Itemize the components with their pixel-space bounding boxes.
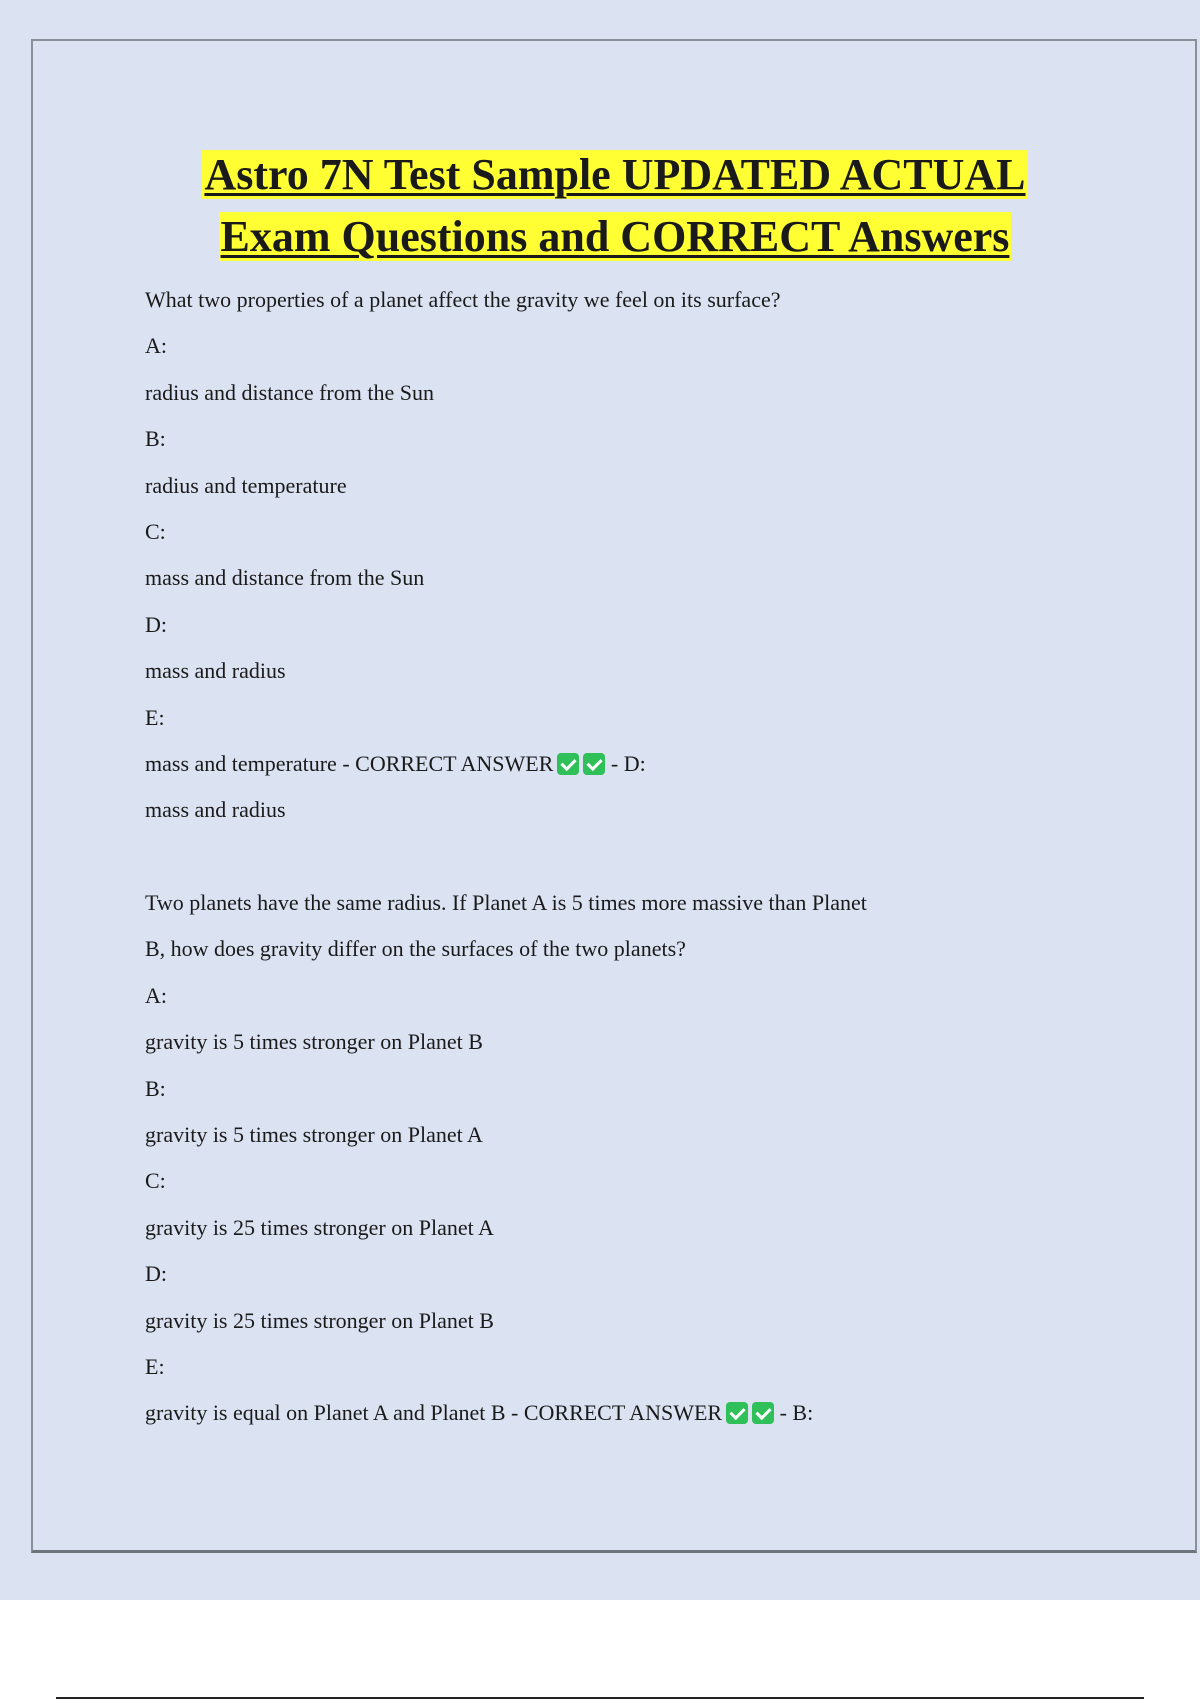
document-title bbox=[60, 144, 1170, 268]
question-block-1 bbox=[145, 277, 1105, 834]
title-line-2: Exam Questions and CORRECT Answers bbox=[220, 212, 1010, 261]
option-text-c: mass and distance from the Sun bbox=[145, 565, 425, 591]
bottom-divider bbox=[56, 1697, 1144, 1699]
question-text: What two properties of a planet affect the gravity we feel on its surface? bbox=[145, 287, 781, 312]
option-text-b: gravity is 5 times stronger on Planet A bbox=[145, 1122, 483, 1148]
option-letter-e: E: bbox=[145, 704, 165, 730]
spacer bbox=[145, 834, 1105, 880]
option-text-d: mass and radius bbox=[145, 658, 286, 684]
option-letter-d: D: bbox=[145, 1261, 167, 1287]
question-text-line-2: B, how does gravity differ on the surfaces of the two planets? bbox=[145, 936, 686, 962]
option-text-d: gravity is 25 times stronger on Planet B bbox=[145, 1307, 494, 1333]
option-letter-c: C: bbox=[145, 1168, 166, 1194]
option-text-a: gravity is 5 times stronger on Planet B bbox=[145, 1029, 483, 1055]
question-block-2 bbox=[145, 880, 1105, 1437]
option-letter-a: A: bbox=[145, 982, 167, 1008]
option-text-c: gravity is 25 times stronger on Planet A bbox=[145, 1214, 494, 1240]
option-text-e: mass and temperature - CORRECT ANSWER bbox=[145, 750, 554, 776]
option-text-e: gravity is equal on Planet A and Planet B - CORRECT ANSWER bbox=[145, 1400, 723, 1426]
option-letter-b: B: bbox=[145, 1075, 166, 1101]
option-text-b: radius and temperature bbox=[145, 472, 347, 498]
question-text-line-1: Two planets have the same radius. If Planet A is 5 times more massive than Planet bbox=[145, 890, 867, 916]
option-letter-d: D: bbox=[145, 611, 167, 637]
option-text-a: radius and distance from the Sun bbox=[145, 379, 434, 405]
option-letter-e: E: bbox=[145, 1353, 165, 1379]
title-line-1: Astro 7N Test Sample UPDATED ACTUAL bbox=[204, 150, 1026, 199]
option-letter-b: B: bbox=[145, 426, 166, 452]
correct-answer-line bbox=[145, 741, 1105, 787]
correct-answer-line bbox=[145, 1390, 1105, 1436]
option-letter-a: A: bbox=[145, 333, 167, 359]
answer-suffix: - B: bbox=[779, 1400, 814, 1426]
check-box-icon bbox=[752, 1402, 774, 1424]
document-body bbox=[145, 277, 1105, 1437]
check-box-icon bbox=[726, 1402, 748, 1424]
option-letter-c: C: bbox=[145, 518, 166, 544]
check-box-icon bbox=[557, 753, 579, 775]
answer-suffix: - D: bbox=[610, 750, 646, 776]
check-box-icon bbox=[583, 753, 605, 775]
answer-text: mass and radius bbox=[145, 797, 286, 823]
